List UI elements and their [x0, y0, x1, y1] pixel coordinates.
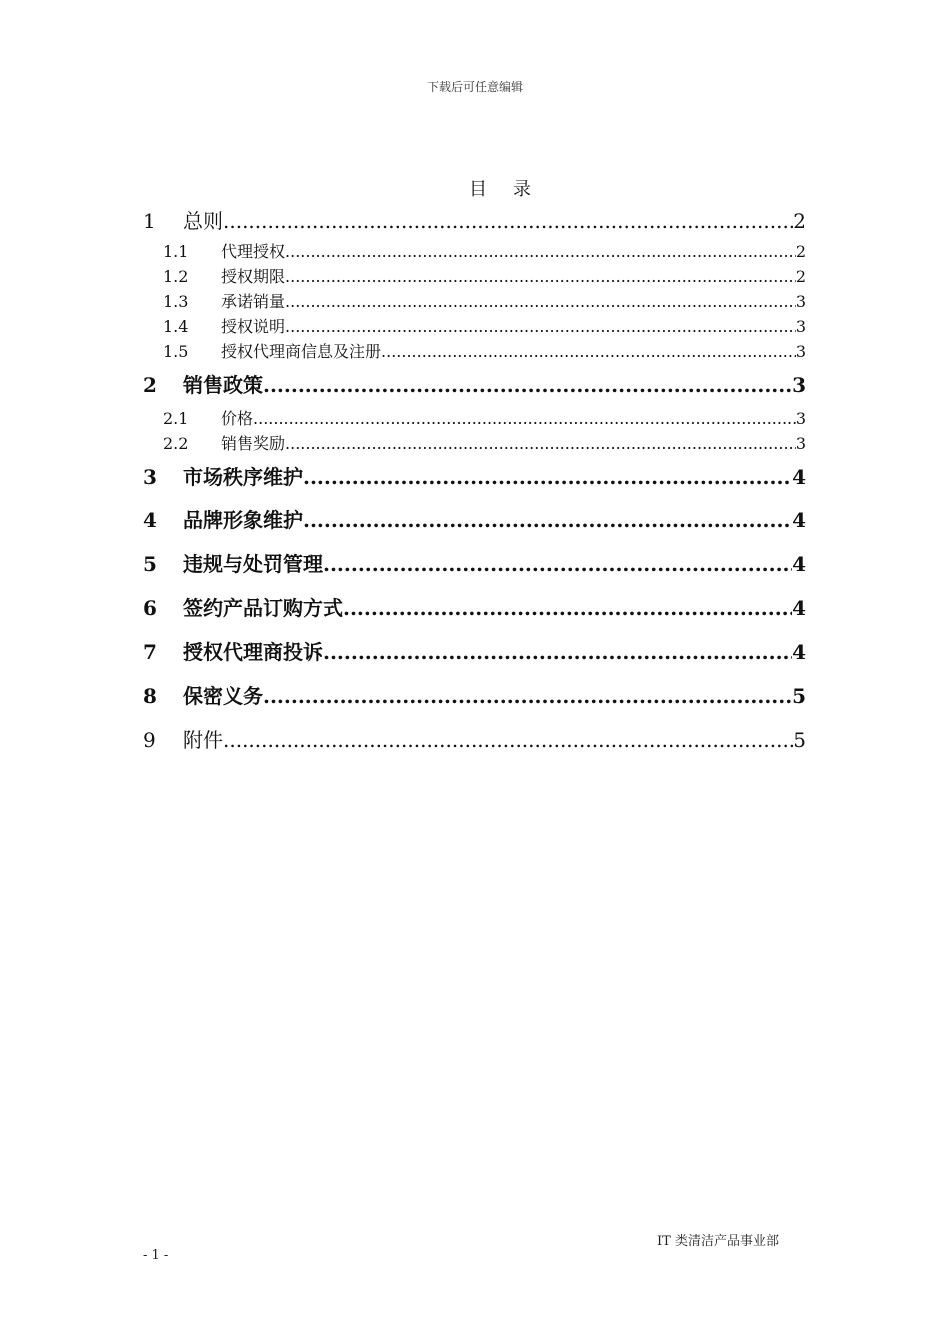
- toc-entry-number: 6: [143, 596, 157, 620]
- toc-entry-2[interactable]: [143, 364, 806, 406]
- toc-dot-leader: [323, 542, 792, 586]
- toc-entry-1-3[interactable]: [143, 289, 806, 314]
- toc-dot-leader: [285, 289, 796, 314]
- toc-entry-label: 授权代理商投诉: [183, 640, 323, 664]
- toc-entry-page: 4: [792, 596, 806, 620]
- toc-entry-3[interactable]: [143, 456, 806, 498]
- toc-entry-number: 1.4: [163, 317, 189, 336]
- toc-entry-page: 5: [793, 728, 806, 752]
- toc-entry-number: 2.2: [163, 434, 189, 453]
- toc-entry-label: 销售奖励: [221, 434, 286, 453]
- toc-entry-label: 授权说明: [221, 317, 286, 336]
- toc-entry-page: 3: [795, 342, 806, 361]
- toc-dot-leader: [263, 674, 792, 718]
- toc-entry-page: 3: [795, 317, 806, 336]
- toc-entry-page: 4: [792, 552, 806, 576]
- toc-entry-1-2[interactable]: [143, 264, 806, 289]
- toc-entry-5[interactable]: [143, 542, 806, 586]
- toc-entry-6[interactable]: [143, 586, 806, 630]
- toc-entry-number: 4: [143, 508, 157, 532]
- toc-entry-number: 9: [143, 728, 156, 752]
- toc-dot-leader: [253, 406, 796, 431]
- toc-entry-page: 3: [792, 373, 806, 397]
- toc-entry-number: 1: [143, 209, 156, 233]
- toc-dot-leader: [303, 456, 792, 498]
- toc-dot-leader: [323, 630, 792, 674]
- toc-entry-number: 2.1: [163, 409, 189, 428]
- toc-entry-2-1[interactable]: [143, 406, 806, 431]
- toc-dot-leader: [285, 431, 796, 456]
- toc-entry-page: 4: [792, 508, 806, 532]
- toc-entry-page: 3: [795, 434, 806, 453]
- table-of-contents: [143, 203, 806, 762]
- toc-entry-label: 授权期限: [221, 267, 286, 286]
- toc-entry-number: 1.2: [163, 267, 189, 286]
- toc-entry-number: 3: [143, 465, 157, 489]
- toc-entry-2-2[interactable]: [143, 431, 806, 456]
- toc-entry-page: 2: [793, 209, 806, 233]
- toc-dot-leader: [285, 264, 796, 289]
- toc-entry-label: 市场秩序维护: [183, 465, 303, 489]
- toc-entry-7[interactable]: [143, 630, 806, 674]
- toc-entry-label: 授权代理商信息及注册: [221, 342, 382, 361]
- footer-page-number: - 1 -: [143, 1248, 169, 1263]
- page-header: 下载后可任意编辑: [426, 80, 523, 94]
- toc-entry-label: 附件: [183, 728, 223, 752]
- toc-entry-1-5[interactable]: [143, 339, 806, 364]
- toc-entry-1-4[interactable]: [143, 314, 806, 339]
- toc-entry-label: 销售政策: [183, 373, 263, 397]
- toc-entry-label: 总则: [183, 209, 223, 233]
- toc-entry-label: 签约产品订购方式: [183, 596, 343, 620]
- toc-entry-page: 2: [795, 267, 806, 286]
- toc-entry-9[interactable]: [143, 718, 806, 762]
- toc-entry-number: 1.3: [163, 292, 189, 311]
- toc-dot-leader: [223, 718, 793, 762]
- toc-entry-8[interactable]: [143, 674, 806, 718]
- toc-entry-1-1[interactable]: [143, 239, 806, 264]
- toc-entry-number: 7: [143, 640, 157, 664]
- toc-entry-label: 违规与处罚管理: [183, 552, 323, 576]
- toc-entry-label: 承诺销量: [221, 292, 286, 311]
- toc-entry-number: 1.5: [163, 342, 189, 361]
- toc-entry-number: 1.1: [163, 242, 189, 261]
- toc-dot-leader: [263, 364, 792, 406]
- toc-entry-number: 5: [143, 552, 157, 576]
- toc-dot-leader: [381, 339, 796, 364]
- footer-department: IT 类清洁产品事业部: [657, 1234, 779, 1249]
- toc-entry-1[interactable]: [143, 203, 806, 239]
- toc-title-right: 录: [513, 179, 531, 200]
- toc-title: [0, 175, 950, 201]
- toc-entry-label: 品牌形象维护: [183, 508, 303, 532]
- toc-title-left: 目: [469, 179, 487, 200]
- toc-entry-page: 3: [795, 409, 806, 428]
- toc-entry-4[interactable]: [143, 498, 806, 542]
- toc-entry-label: 保密义务: [183, 684, 263, 708]
- toc-dot-leader: [343, 586, 792, 630]
- toc-entry-page: 3: [795, 292, 806, 311]
- toc-entry-number: 2: [143, 373, 157, 397]
- toc-entry-page: 4: [792, 465, 806, 489]
- toc-dot-leader: [223, 203, 793, 239]
- toc-entry-page: 4: [792, 640, 806, 664]
- toc-dot-leader: [303, 498, 792, 542]
- toc-entry-label: 代理授权: [221, 242, 286, 261]
- toc-entry-number: 8: [143, 684, 157, 708]
- toc-dot-leader: [285, 239, 796, 264]
- toc-entry-page: 2: [795, 242, 806, 261]
- toc-dot-leader: [285, 314, 796, 339]
- toc-entry-page: 5: [792, 684, 806, 708]
- toc-entry-label: 价格: [221, 409, 254, 428]
